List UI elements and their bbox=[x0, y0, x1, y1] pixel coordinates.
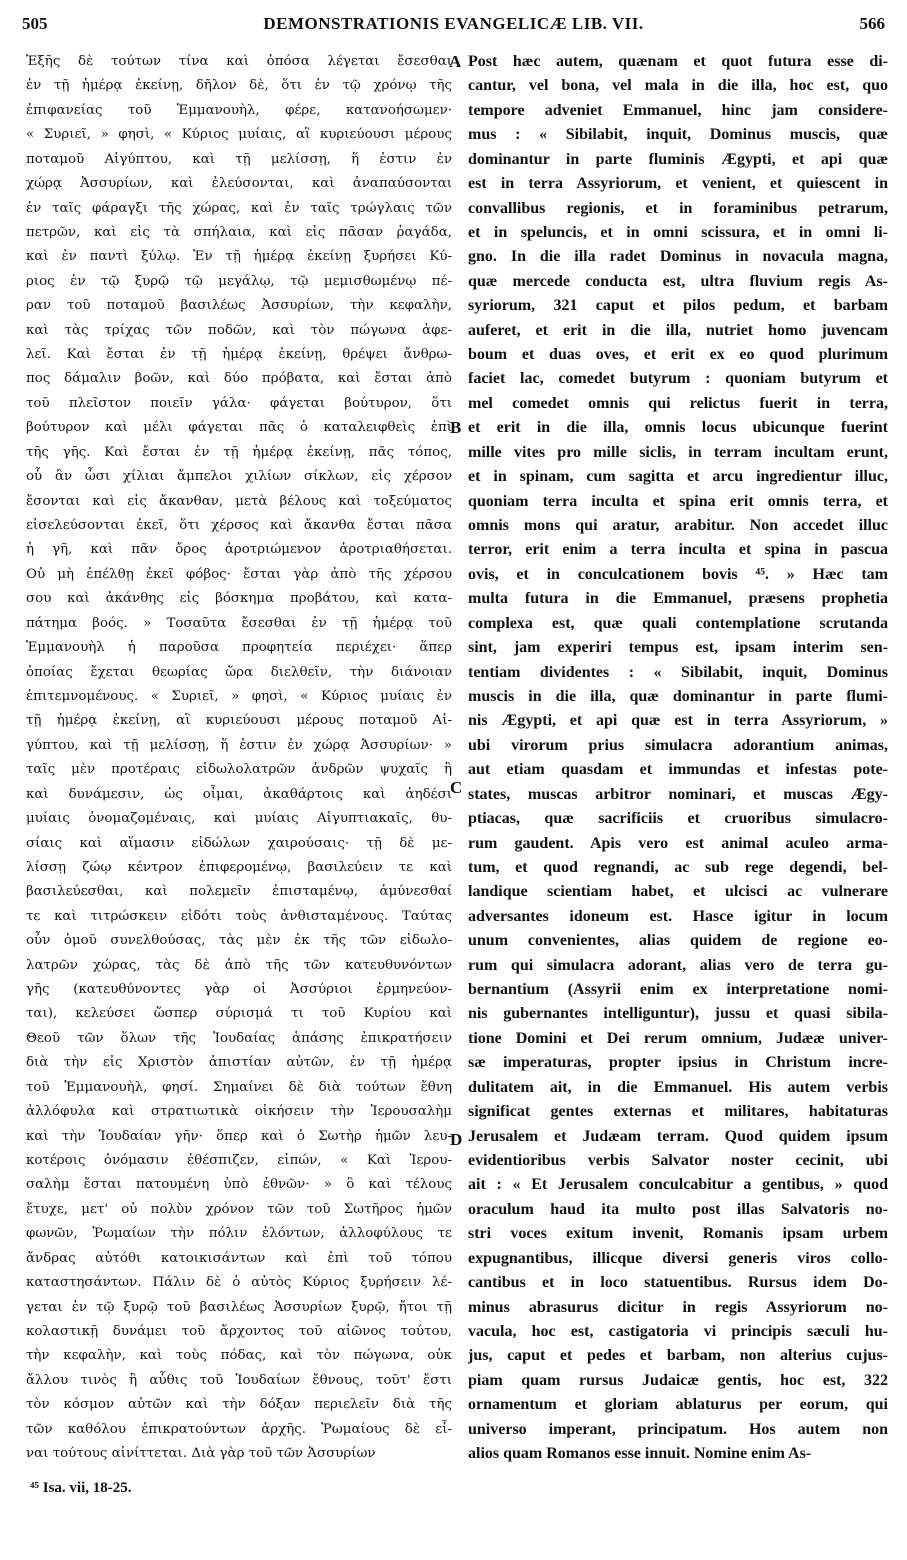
text-line: est in terra Assyriorum, et venient, et quiescent in bbox=[468, 175, 888, 193]
text-line: Οὐ μὴ ἐπέλθῃ ἐκεῖ φόβος· ἔσται γὰρ ἀπὸ τῆς χέρσου bbox=[26, 566, 452, 582]
text-line: ἡ γῆ, καὶ πᾶν ὄρος ἀροτριώμενον ἀροτριαθήσεται. bbox=[26, 542, 452, 558]
text-line: ἔτυχε, μετ' οὐ πολὺν χρόνον τῶν τοῦ Σωτῆρος ἡμῶν bbox=[26, 1201, 452, 1217]
text-line: aut etiam quasdam et immundas et infestas pote- bbox=[468, 761, 888, 779]
text-line: λατρῶν χώρας, τὰς δὲ ἀπὸ τῆς τῶν κατευθυνόντων bbox=[26, 957, 452, 973]
text-line: tempore adveniet Emmanuel, hinc jam considere- bbox=[468, 101, 888, 119]
text-line: τὴν κεφαλὴν, καὶ τοὺς πόδας, καὶ τὸν πώγωνα, οὐκ bbox=[26, 1348, 452, 1364]
text-line: omnis mons qui aratur, arabitur. Non accedet illuc bbox=[468, 517, 888, 535]
text-line: τῆς γῆς. Καὶ ἔσται ἐν τῇ ἡμέρᾳ ἐκείνῃ, πᾶς τόπος, bbox=[26, 444, 452, 460]
text-line: piam quam rursus Judaicæ gentis, hoc est, 322 bbox=[468, 1371, 888, 1389]
text-line: Θεοῦ τῶν ὅλων τῆς Ἰουδαίας ἁπάσης ἐπικρατήσειν bbox=[26, 1030, 452, 1046]
text-line: ραν τοῦ ποταμοῦ βασιλέως Ἀσσυρίων, τὴν κεφαλὴν, bbox=[26, 298, 452, 314]
text-line: dominantur in parte fluminis Ægypti, et api quæ bbox=[468, 150, 888, 168]
text-line: universo imperant, principatum. Hos autem non bbox=[468, 1420, 888, 1438]
text-line: κοτέροις ὀνόμασιν ἐθέσπιζεν, εἰπών, « Καὶ Ἱερου- bbox=[26, 1152, 452, 1168]
text-line: ovis, et in conculcationem bovis ⁴⁵. » Hæc tam bbox=[468, 565, 888, 583]
text-line: πάτημα βοός. » Τοσαῦτα ἔσεσθαι ἐν τῇ ἡμέρᾳ τοῦ bbox=[26, 615, 452, 631]
text-line: διὰ τὴν εἰς Χριστὸν ἀπιστίαν αὐτῶν, ἐν τῇ ἡμέρᾳ bbox=[26, 1055, 452, 1071]
text-line: sint, jam experiri tempus est, ipsam interim sen- bbox=[468, 639, 888, 657]
text-line: states, muscas arbitror nominari, et muscas Ægy- bbox=[468, 785, 888, 803]
text-line: mel comedet omnis qui relictus fuerit in terra, bbox=[468, 394, 888, 412]
text-line: dulitatem ait, in die Emmanuel. His autem verbis bbox=[468, 1078, 888, 1096]
text-line: et in spinam, cum sagitta et arcu ingredientur illuc, bbox=[468, 468, 888, 486]
text-line: λεῖ. Καὶ ἔσται ἐν τῇ ἡμέρᾳ ἐκείνῃ, θρέψει ἄνθρω- bbox=[26, 347, 452, 363]
text-line: ὁποίας ἔχεται θεωρίας ὥρα διελθεῖν, τὴν διάνοιαν bbox=[26, 664, 452, 680]
text-line: ἀλλόφυλα καὶ στρατιωτικὰ οἰκήσειν τὴν Ἱερουσαλὴμ bbox=[26, 1104, 452, 1120]
text-line: boum et duas oves, et erit ex eo quod plurimum bbox=[468, 346, 888, 364]
text-line: adversantes idoneum est. Hasce igitur in locum bbox=[468, 907, 888, 925]
greek-text-column bbox=[26, 50, 452, 1466]
text-line: καὶ τὴν Ἰουδαίαν γῆν· ὅπερ καὶ ὁ Σωτὴρ ἡμῶν λευ- bbox=[26, 1128, 452, 1144]
text-line: evidentioribus verbis Salvator noster cecinit, ubi bbox=[468, 1151, 888, 1169]
text-line: ἐπιφανείας τοῦ Ἐμμανουὴλ, φέρε, κατανοήσωμεν· bbox=[26, 102, 452, 118]
text-line: convallibus regionis, et in foraminibus petrarum, bbox=[468, 199, 888, 217]
text-line: unum convenientes, alias quidem de regione eo- bbox=[468, 932, 888, 950]
text-line: ornamentum et gloriam ablaturus per eorum, qui bbox=[468, 1396, 888, 1414]
text-line: tione Domini et Dei rerum omnium, Judææ univer- bbox=[468, 1029, 888, 1047]
text-line: καὶ ἐν παντὶ ξύλῳ. Ἐν τῇ ἡμέρᾳ ἐκείνῃ ξυρήσει Κύ- bbox=[26, 249, 452, 265]
text-line: τὸν κόσμον αὐτῶν καὶ τὴν δόξαν περιελεῖν διὰ τῆς bbox=[26, 1397, 452, 1413]
text-line: tum, et quod regnandi, ac sub rege degendi, bel- bbox=[468, 858, 888, 876]
margin-letter-d: D bbox=[450, 1130, 463, 1149]
footnote: ⁴⁵ Isa. vii, 18-25. bbox=[30, 1480, 132, 1496]
text-line: jus, caput et pedes et barbam, non alterius cujus- bbox=[468, 1347, 888, 1365]
text-line: nis gubernantes intelliguntur), jussu et quasi sibila- bbox=[468, 1005, 888, 1023]
text-line: σου καὶ ἀκάνθης εἰς βόσκημα προβάτου, καὶ κατα- bbox=[26, 591, 452, 607]
text-line: Jerusalem et Judæam terram. Quod quidem ipsum bbox=[468, 1127, 888, 1145]
text-line: ἄλλου τινὸς ἢ αὖθις τοῦ Ἰουδαίων ἔθνους, τοῦτ' ἔστι bbox=[26, 1372, 452, 1388]
text-line: καταστησάντων. Πάλιν δὲ ὁ αὐτὸς Κύριος ξυρήσειν λέ- bbox=[26, 1275, 452, 1291]
text-line: alios quam Romanos esse innuit. Nomine enim As- bbox=[468, 1445, 812, 1463]
text-line: cantibus et in loco statuentibus. Rursus idem Do- bbox=[468, 1274, 888, 1292]
text-line: ἄνδρας αὐτόθι κατοικισάντων καὶ ἐπὶ τοῦ τόπου bbox=[26, 1250, 452, 1266]
text-line: γεται ἐν τῷ ξυρῷ τοῦ βασιλέως Ἀσσυρίων ξυρῷ, ἤτοι τῇ bbox=[26, 1299, 452, 1315]
text-line: ptiacas, quæ sacrificiis et cruoribus simulacro- bbox=[468, 810, 888, 828]
text-line: sæ imperaturas, propter ipsius in Christum incre- bbox=[468, 1054, 888, 1072]
page-number-right: 566 bbox=[859, 14, 885, 33]
text-line: ἐπιτεμνομένους. « Συριεῖ, » φησὶ, « Κύριος μυίαις ἐν bbox=[26, 688, 452, 704]
text-line: τῇ ἡμέρᾳ ἐκείνῃ, αἳ κυριεύουσι μέρους ποταμοῦ Αἰ- bbox=[26, 713, 452, 729]
text-line: ται), κελεύσει ὥσπερ σύρισμά τι τοῦ Κυρίου καὶ bbox=[26, 1006, 452, 1022]
margin-letter-a: A bbox=[449, 52, 462, 71]
text-line: ἐν τῇ ἡμέρᾳ ἐκείνῃ, δῆλον δὲ, ὅτι ἐν τῷ χρόνῳ τῆς bbox=[26, 78, 452, 94]
text-line: syriorum, 321 caput et pilos pedum, et barbam bbox=[468, 297, 888, 315]
text-line: βασιλεύεσθαι, καὶ πολεμεῖν ἐπισταμένῳ, ἀμύνεσθαί bbox=[26, 884, 452, 900]
text-line: χώρᾳ Ἀσσυρίων, καὶ ἐλεύσονται, καὶ ἀναπαύσονται bbox=[26, 176, 452, 192]
text-line: καὶ τὰς τρίχας τῶν ποδῶν, καὶ τὸν πώγωνα ἀφε- bbox=[26, 322, 452, 338]
text-line: quoniam terra inculta et spina erit omnis terra, et bbox=[468, 492, 888, 510]
text-line: ait : « Et Jerusalem conculcabitur a gentibus, » quod bbox=[468, 1176, 888, 1194]
text-line: πος δάμαλιν βοῶν, καὶ δύο πρόβατα, καὶ ἔσται ἀπὸ bbox=[26, 371, 452, 387]
text-line: rum gaudent. Apis vero est animal aculeo arma- bbox=[468, 834, 888, 852]
text-line: quæ mercede conducta est, ultra fluvium regis As- bbox=[468, 272, 888, 290]
margin-letter-b: B bbox=[450, 418, 462, 437]
text-line: ubi virorum prius simulacra adorantium animas, bbox=[468, 736, 888, 754]
text-line: tentiam dividentes : « Sibilabit, inquit, Dominus bbox=[468, 663, 888, 681]
text-line: mille vites pro mille siclis, in terram incultam erunt, bbox=[468, 443, 888, 461]
text-line: cantur, vel bona, vel mala in die illa, hoc est, quo bbox=[468, 77, 888, 95]
text-line: καὶ δυνάμεσιν, ὡς οἶμαι, ἀκαθάρτοις καὶ ἀηδέσι bbox=[26, 786, 452, 802]
text-line: γύπτου, καὶ τῇ μελίσσῃ, ἥ ἐστιν ἐν χώρᾳ Ἀσσυρίων· » bbox=[26, 737, 452, 753]
text-line: γῆς (κατευθύνοντες γὰρ οἱ Ἀσσύριοι ἑρμηνεύον- bbox=[26, 982, 452, 998]
text-line: bernantium (Assyrii enim ex interpretatione nomi- bbox=[468, 981, 888, 999]
text-line: mus : « Sibilabit, inquit, Dominus muscis, quæ bbox=[468, 126, 888, 144]
running-head: DEMONSTRATIONIS EVANGELICÆ LIB. VII. bbox=[263, 14, 644, 33]
text-line: et erit in die illa, omnis locus ubicunque fuerint bbox=[468, 419, 888, 437]
text-line: oraculum haud ita multo post illas Salvatoris no- bbox=[468, 1200, 888, 1218]
text-line: rum qui simulacra adorant, alias vero de terra gu- bbox=[468, 956, 888, 974]
page-number-left: 505 bbox=[22, 14, 48, 33]
text-line: ποταμοῦ Αἰγύπτου, καὶ τῇ μελίσσῃ, ἥ ἐστιν ἐν bbox=[26, 151, 452, 167]
text-line: οὖν ὁμοῦ συνελθούσας, τὰς μὲν ἐκ τῆς τῶν εἰδωλο- bbox=[26, 933, 452, 949]
latin-text-column bbox=[468, 50, 888, 1466]
text-line: Ἐμμανουὴλ ἡ παροῦσα προφητεία περιέχει· ἅπερ bbox=[26, 640, 452, 656]
text-line: minus abrasurus dicitur in regis Assyriorum no- bbox=[468, 1298, 888, 1316]
text-line: expugnantibus, illicque diversi generis viros collo- bbox=[468, 1249, 888, 1267]
text-line: εἰσελεύσονται ἐκεῖ, ὅτι χέρσος καὶ ἄκανθα ἔσται πᾶσα bbox=[26, 518, 452, 534]
text-line: gno. In die illa radet Dominus in novacula magna, bbox=[468, 248, 888, 266]
text-line: φωνῶν, Ῥωμαίων τὴν πόλιν ἑλόντων, ἀλλοφύλους τε bbox=[26, 1226, 452, 1242]
text-line: multa futura in die Emmanuel, præsens prophetia bbox=[468, 590, 888, 608]
text-line: ταῖς μὲν προτέραις εἰδωλολατρῶν ἀνδρῶν ψυχαῖς ἢ bbox=[26, 762, 452, 778]
text-line: ναι τούτους αἰνίττεται. Διὰ γὰρ τοῦ τῶν Ἀσσυρίων bbox=[26, 1446, 376, 1462]
text-line: κολαστικῇ δυνάμει τοῦ ἄρχοντος τοῦ αἰῶνος τούτου, bbox=[26, 1323, 452, 1339]
margin-letter-c: C bbox=[450, 778, 463, 797]
text-line: faciet lac, comedet butyrum : quoniam butyrum et bbox=[468, 370, 888, 388]
text-line: « Συριεῖ, » φησὶ, « Κύριος μυίαις, αἳ κυριεύουσι μέρους bbox=[26, 127, 452, 143]
text-line: βούτυρον καὶ μέλι φάγεται πᾶς ὁ καταλειφθεὶς ἐπὶ bbox=[26, 420, 452, 436]
text-line: λίσσῃ ζώῳ κέντρον ἐπιφερομένῳ, βασιλεύειν τε καὶ bbox=[26, 859, 452, 875]
text-line: τε καὶ τιτρώσκειν εἰδότι τοὺς ἀνθισταμένους. Ταύτας bbox=[26, 908, 452, 924]
text-line: et in speluncis, et in omni scissura, et in omni li- bbox=[468, 223, 888, 241]
text-line: ἐν ταῖς φάραγξι τῆς χώρας, καὶ ἐν ταῖς τρώγλαις τῶν bbox=[26, 200, 452, 216]
text-line: πετρῶν, καὶ εἰς τὰ σπήλαια, καὶ εἰς πᾶσαν ῥαγάδα, bbox=[26, 224, 452, 240]
text-line: muscis in die illa, quæ dominantur in parte flumi- bbox=[468, 687, 888, 705]
text-line: σίαις καὶ αἵμασιν εἰδώλων χαιρούσαις· τῇ δὲ με- bbox=[26, 835, 452, 851]
text-line: stri voces exitum invenit, Romanis ipsam urbem bbox=[468, 1225, 888, 1243]
text-line: τοῦ Ἐμμανουὴλ, φησί. Σημαίνει δὲ διὰ τούτων ἔθνη bbox=[26, 1079, 452, 1095]
text-line: τῶν καθόλου ἐπικρατούντων ἀρχῆς. Ῥωμαίους δὲ εἶ- bbox=[26, 1421, 452, 1437]
text-line: μυίαις ὀνομαζομέναις, καὶ μυίαις Αἰγυπτιακαῖς, θυ- bbox=[26, 811, 452, 827]
text-line: ριος ἐν τῷ ξυρῷ τῷ μεγάλῳ, τῷ μεμισθωμένῳ πέ- bbox=[26, 273, 452, 289]
text-line: auferet, et erit in die illa, nutriet homo juvencam bbox=[468, 321, 888, 339]
text-line: Ἐξῆς δὲ τούτων τίνα καὶ ὁπόσα λέγεται ἔσεσθαι bbox=[26, 54, 452, 69]
text-line: terror, erit enim a terra inculta et spina in pascua bbox=[468, 541, 888, 559]
text-line: σαλὴμ ἔσται πατουμένη ὑπὸ ἐθνῶν· » ὃ καὶ τέλους bbox=[26, 1177, 452, 1193]
text-line: landique scientiam habet, et ulcisci ac vulnerare bbox=[468, 883, 888, 901]
text-line: vacula, hoc est, castigatoria vi principis sæculi hu- bbox=[468, 1322, 888, 1340]
text-line: ἔσονται καὶ εἰς ἄκανθαν, μετὰ βέλους καὶ τοξεύματος bbox=[26, 493, 452, 509]
text-line: complexa est, quæ quali contemplatione scrutanda bbox=[468, 614, 888, 632]
text-line: significat gentes externas et militares, habitaturas bbox=[468, 1103, 888, 1121]
text-line: Post hæc autem, quænam et quot futura esse di- bbox=[468, 53, 888, 70]
text-line: οὗ ἂν ὦσι χίλιαι ἄμπελοι χιλίων σίκλων, εἰς χέρσον bbox=[26, 469, 452, 485]
text-line: τοῦ πλεῖστον ποιεῖν γάλα· φάγεται βούτυρον, ὅτι bbox=[26, 395, 452, 411]
text-line: nis Ægypti, et api quæ est in terra Assyriorum, » bbox=[468, 712, 888, 730]
